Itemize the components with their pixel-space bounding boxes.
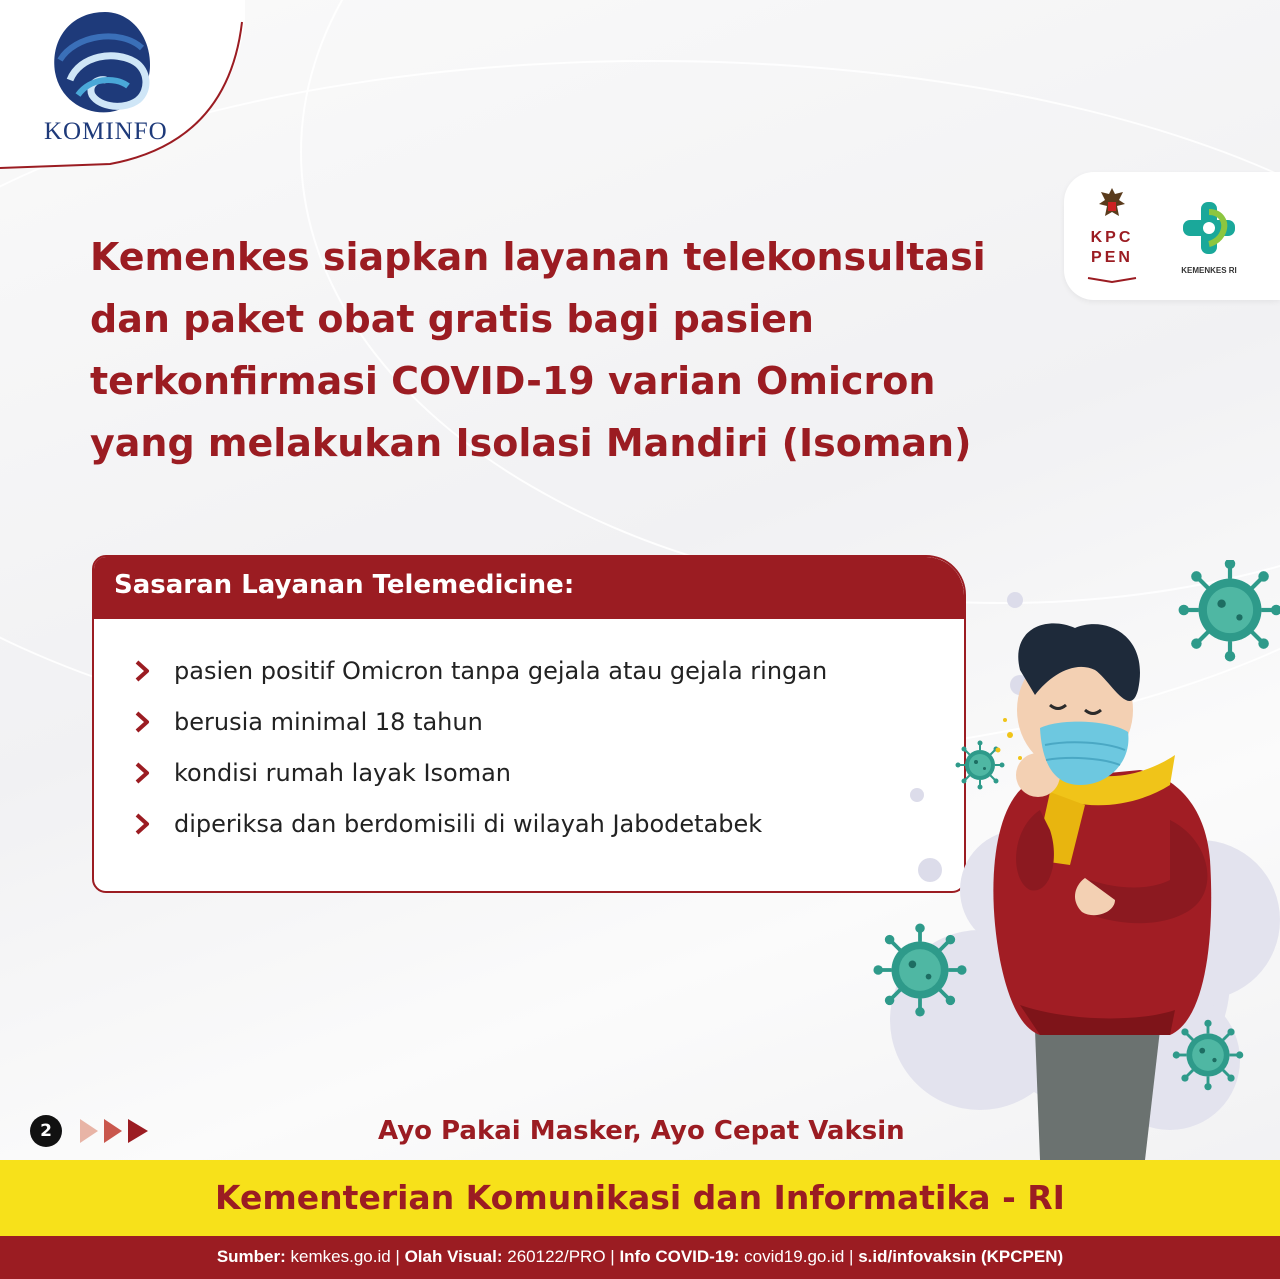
chevron-right-icon <box>130 812 154 836</box>
slogan: Ayo Pakai Masker, Ayo Cepat Vaksin <box>378 1116 905 1146</box>
kpcpen-line2: PEN <box>1091 249 1133 266</box>
kemenkes-label: KEMENKES RI <box>1181 266 1237 275</box>
page-number: 2 <box>30 1115 62 1147</box>
pants <box>1035 1030 1160 1160</box>
garuda-icon <box>1097 186 1127 224</box>
virus-icon <box>873 923 966 1016</box>
list-item-text: berusia minimal 18 tahun <box>174 708 483 736</box>
headline-line: dan paket obat gratis bagi pasien <box>90 297 814 341</box>
sick-person-illustration <box>870 560 1280 1160</box>
list-item <box>130 706 827 757</box>
card-title: Sasaran Layanan Telemedicine: <box>114 570 575 600</box>
headline-line: yang melakukan Isolasi Mandiri (Isoman) <box>90 421 972 465</box>
kpcpen-underline-icon <box>1086 277 1138 283</box>
footer-olah-label: Olah Visual: <box>404 1247 503 1266</box>
virus-icon <box>1173 1020 1244 1091</box>
ministry-name: Kementerian Komunikasi dan Informatika - RI <box>215 1178 1065 1217</box>
kominfo-emblem-icon <box>54 12 150 112</box>
list-item <box>130 655 827 706</box>
footer-olah: 260122/PRO <box>507 1247 606 1266</box>
target-card <box>92 555 966 893</box>
list-item-text: pasien positif Omicron tanpa gejala atau gejala ringan <box>174 657 828 685</box>
chevron-right-icon <box>130 659 154 683</box>
footer-info: covid19.go.id <box>744 1247 845 1266</box>
kpcpen-logo <box>1086 186 1138 287</box>
footer-link: s.id/infovaksin (KPCPEN) <box>858 1247 1064 1266</box>
list-item <box>130 757 827 808</box>
list-item-text: diperiksa dan berdomisili di wilayah Jabodetabek <box>174 810 763 838</box>
target-list <box>130 655 827 859</box>
footer-sumber: kemkes.go.id <box>290 1247 391 1266</box>
headline <box>90 226 1030 474</box>
footer-sumber-label: Sumber: <box>216 1247 286 1266</box>
chevron-right-icon <box>130 710 154 734</box>
chevron-right-icon <box>130 761 154 785</box>
virus-icon <box>1179 560 1280 661</box>
headline-line: Kemenkes siapkan layanan telekonsultasi <box>90 235 986 279</box>
kemenkes-emblem-icon <box>1179 198 1239 258</box>
headline-line: terkonfirmasi COVID-19 varian Omicron <box>90 359 936 403</box>
footer-credits: Sumber: kemkes.go.id | Olah Visual: 260122/PRO | Info COVID-19: covid19.go.id | s.id/infovaksin (KPCPEN) <box>216 1247 1064 1266</box>
list-item-text: kondisi rumah layak Isoman <box>174 759 512 787</box>
partner-logos <box>1064 172 1280 300</box>
footer-info-label: Info COVID-19: <box>619 1247 740 1266</box>
kominfo-wordmark: KOMINFO <box>44 118 168 145</box>
kemenkes-logo <box>1154 198 1264 275</box>
kpcpen-line1: KPC <box>1090 229 1134 246</box>
list-item <box>130 808 827 859</box>
next-arrows-icon <box>78 1117 152 1145</box>
